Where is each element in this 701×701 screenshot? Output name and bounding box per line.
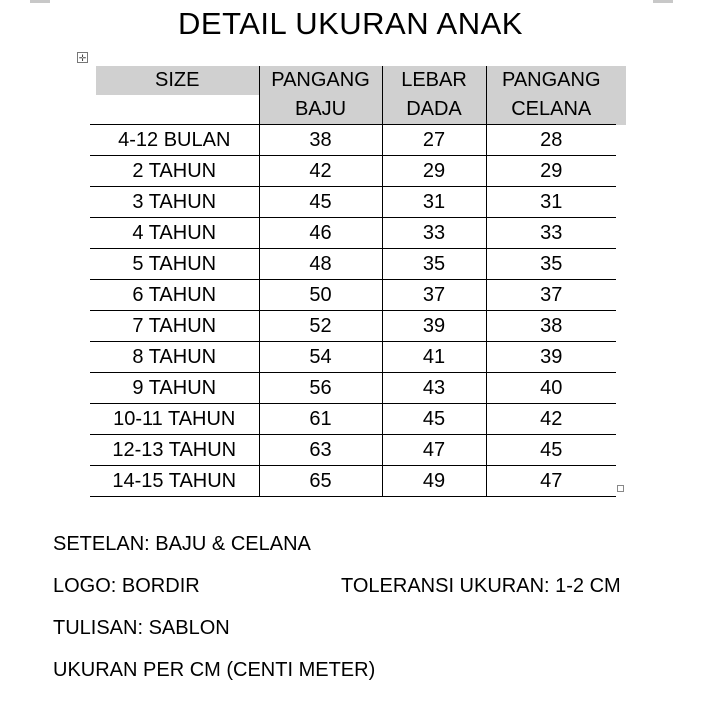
move-handle-icon[interactable]: ✛ [78, 53, 87, 63]
cell-lebar-dada: 49 [382, 466, 486, 497]
cell-size: 5 TAHUN [90, 249, 259, 280]
cell-pangang-celana: 45 [486, 435, 616, 466]
resize-handle-icon[interactable] [617, 485, 624, 492]
header-lebar-dada-line2: DADA [382, 95, 486, 125]
cell-pangang-baju: 56 [259, 373, 382, 404]
header-pangang-baju-line2: BAJU [259, 95, 382, 125]
table-row [90, 342, 616, 373]
cell-pangang-celana: 37 [486, 280, 616, 311]
note-logo: LOGO: BORDIR [53, 575, 200, 597]
table-row [90, 280, 616, 311]
cell-pangang-baju: 42 [259, 156, 382, 187]
size-table [90, 66, 616, 497]
cell-size: 4 TAHUN [90, 218, 259, 249]
note-tulisan: TULISAN: SABLON [53, 617, 230, 639]
cell-pangang-celana: 38 [486, 311, 616, 342]
cell-size: 7 TAHUN [90, 311, 259, 342]
page-corner-mark-right [653, 0, 673, 3]
header-lebar-dada-line1: LEBAR [382, 66, 486, 95]
cell-size: 3 TAHUN [90, 187, 259, 218]
cell-size: 2 TAHUN [90, 156, 259, 187]
cell-size: 12-13 TAHUN [90, 435, 259, 466]
table-row [90, 249, 616, 280]
cell-lebar-dada: 47 [382, 435, 486, 466]
table-header-row [90, 66, 616, 95]
cell-lebar-dada: 39 [382, 311, 486, 342]
cell-pangang-baju: 48 [259, 249, 382, 280]
cell-pangang-celana: 29 [486, 156, 616, 187]
cell-size: 9 TAHUN [90, 373, 259, 404]
note-ukuran: UKURAN PER CM (CENTI METER) [53, 659, 376, 681]
cell-lebar-dada: 35 [382, 249, 486, 280]
cell-lebar-dada: 43 [382, 373, 486, 404]
page-corner-mark-left [30, 0, 50, 3]
cell-pangang-baju: 63 [259, 435, 382, 466]
cell-pangang-celana: 42 [486, 404, 616, 435]
cell-lebar-dada: 41 [382, 342, 486, 373]
header-pangang-baju-line1: PANGANG [259, 66, 382, 95]
table-row [90, 125, 616, 156]
page-title: DETAIL UKURAN ANAK [178, 6, 523, 41]
table-row [90, 435, 616, 466]
cell-pangang-baju: 65 [259, 466, 382, 497]
cell-pangang-celana: 28 [486, 125, 616, 156]
table-header-row-2 [90, 95, 616, 125]
cell-pangang-celana: 35 [486, 249, 616, 280]
cell-size: 4-12 BULAN [90, 125, 259, 156]
table-row [90, 156, 616, 187]
cell-pangang-celana: 33 [486, 218, 616, 249]
cell-pangang-baju: 45 [259, 187, 382, 218]
table-row [90, 466, 616, 497]
cell-pangang-baju: 61 [259, 404, 382, 435]
header-size: SIZE [90, 66, 259, 95]
cell-size: 6 TAHUN [90, 280, 259, 311]
cell-pangang-baju: 38 [259, 125, 382, 156]
cell-size: 14-15 TAHUN [90, 466, 259, 497]
cell-pangang-celana: 39 [486, 342, 616, 373]
header-shade-edge [616, 66, 626, 125]
cell-lebar-dada: 31 [382, 187, 486, 218]
cell-lebar-dada: 37 [382, 280, 486, 311]
header-pangang-celana-line1: PANGANG [486, 66, 616, 95]
cell-pangang-baju: 54 [259, 342, 382, 373]
cell-pangang-baju: 46 [259, 218, 382, 249]
cell-lebar-dada: 33 [382, 218, 486, 249]
note-setelan: SETELAN: BAJU & CELANA [53, 533, 311, 555]
table-row [90, 404, 616, 435]
cell-size: 10-11 TAHUN [90, 404, 259, 435]
header-size-line2 [90, 95, 259, 125]
table-row [90, 311, 616, 342]
cell-pangang-celana: 40 [486, 373, 616, 404]
cell-pangang-celana: 47 [486, 466, 616, 497]
table-row [90, 187, 616, 218]
cell-lebar-dada: 45 [382, 404, 486, 435]
cell-lebar-dada: 27 [382, 125, 486, 156]
note-toleransi: TOLERANSI UKURAN: 1-2 CM [341, 575, 621, 597]
table-row [90, 218, 616, 249]
cell-pangang-baju: 50 [259, 280, 382, 311]
table-row [90, 373, 616, 404]
cell-size: 8 TAHUN [90, 342, 259, 373]
cell-pangang-celana: 31 [486, 187, 616, 218]
cell-pangang-baju: 52 [259, 311, 382, 342]
header-pangang-celana-line2: CELANA [486, 95, 616, 125]
cell-lebar-dada: 29 [382, 156, 486, 187]
